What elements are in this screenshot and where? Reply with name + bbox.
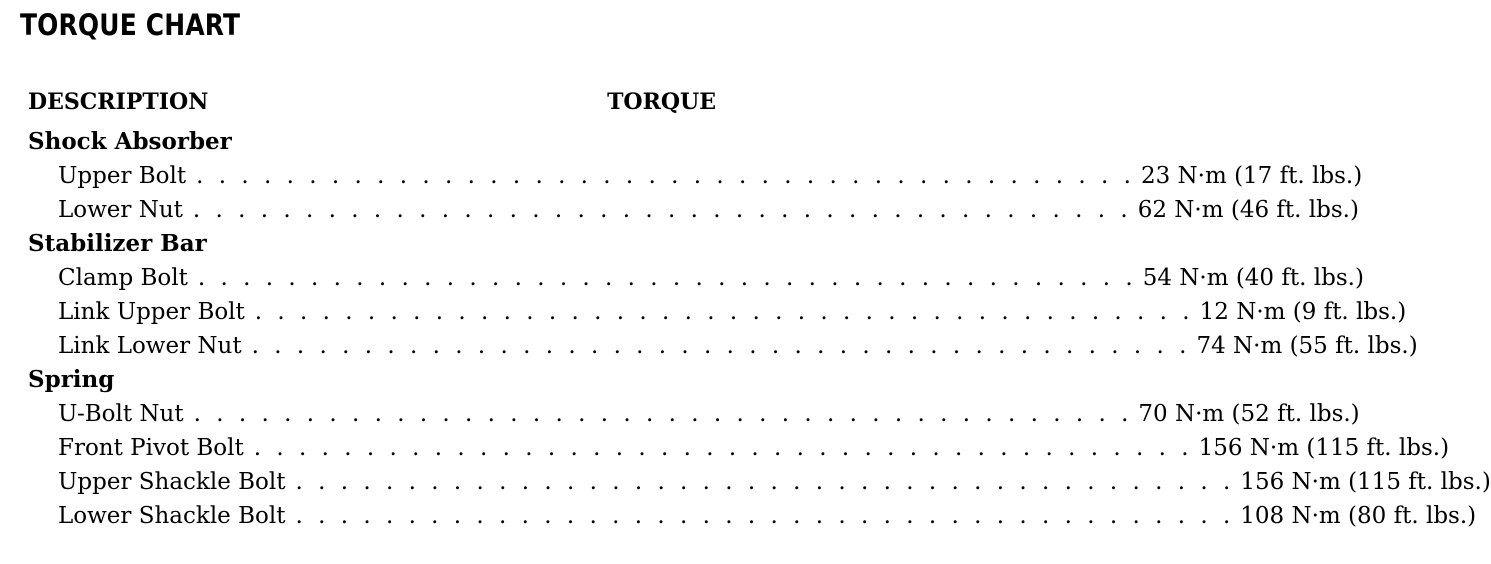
row-value: 156 N·m (115 ft. lbs.) — [1198, 435, 1450, 461]
leader-dots: . . . . . . . . . . . . . . . . . . . . . . . . . . . . . . . . . . . . . . . . . . — [254, 299, 1194, 325]
row-label: Clamp Bolt — [58, 265, 188, 291]
torque-row — [28, 261, 1364, 295]
torque-row — [28, 397, 1360, 431]
row-value: 23 N·m (17 ft. lbs.) — [1140, 163, 1363, 189]
leader-dots: . . . . . . . . . . . . . . . . . . . . . . . . . . . . . . . . . . . . . . . . . . — [197, 265, 1137, 291]
torque-row — [28, 329, 1418, 363]
row-label: U-Bolt Nut — [58, 401, 184, 427]
row-value: 74 N·m (55 ft. lbs.) — [1196, 333, 1418, 359]
row-label: Lower Shackle Bolt — [58, 503, 286, 529]
row-label: Front Pivot Bolt — [58, 435, 244, 461]
section-title: Shock Absorber — [28, 128, 232, 155]
leader-dots: . . . . . . . . . . . . . . . . . . . . . . . . . . . . . . . . . . . . . . . . . . — [295, 469, 1235, 495]
column-header-row — [28, 89, 716, 123]
leader-dots: . . . . . . . . . . . . . . . . . . . . . . . . . . . . . . . . . . . . . . . . . . — [295, 503, 1235, 529]
leader-dots: . . . . . . . . . . . . . . . . . . . . . . . . . . . . . . . . . . . . . . . . . . — [251, 333, 1191, 359]
row-value: 70 N·m (52 ft. lbs.) — [1138, 401, 1360, 427]
torque-row — [28, 193, 1359, 227]
row-label: Lower Nut — [58, 197, 183, 223]
torque-row — [28, 431, 1450, 465]
description-column-header: DESCRIPTION — [28, 89, 209, 115]
row-label: Link Lower Nut — [58, 333, 242, 359]
torque-column-header: TORQUE — [607, 89, 716, 115]
section-title: Spring — [28, 366, 115, 393]
row-label: Link Upper Bolt — [58, 299, 245, 325]
leader-dots: . . . . . . . . . . . . . . . . . . . . . . . . . . . . . . . . . . . . . . . . . . — [192, 197, 1132, 223]
torque-row — [28, 499, 1477, 533]
torque-row — [28, 159, 1363, 193]
row-value: 12 N·m (9 ft. lbs.) — [1199, 299, 1407, 325]
section-title: Stabilizer Bar — [28, 230, 207, 257]
row-label: Upper Bolt — [58, 163, 187, 189]
row-label: Upper Shackle Bolt — [58, 469, 286, 495]
page-title: TORQUE CHART — [20, 8, 241, 42]
row-value: 62 N·m (46 ft. lbs.) — [1137, 197, 1359, 223]
row-value: 108 N·m (80 ft. lbs.) — [1240, 503, 1477, 529]
section-shock-absorber — [28, 125, 1363, 227]
leader-dots: . . . . . . . . . . . . . . . . . . . . . . . . . . . . . . . . . . . . . . . . . . — [253, 435, 1193, 461]
section-stabilizer-bar — [28, 227, 1418, 363]
leader-dots: . . . . . . . . . . . . . . . . . . . . . . . . . . . . . . . . . . . . . . . . . . — [196, 163, 1135, 189]
row-value: 54 N·m (40 ft. lbs.) — [1142, 265, 1364, 291]
leader-dots: . . . . . . . . . . . . . . . . . . . . . . . . . . . . . . . . . . . . . . . . . . — [193, 401, 1133, 427]
torque-row — [28, 465, 1491, 499]
section-spring — [28, 363, 1491, 533]
torque-row — [28, 295, 1407, 329]
row-value: 156 N·m (115 ft. lbs.) — [1240, 469, 1491, 495]
